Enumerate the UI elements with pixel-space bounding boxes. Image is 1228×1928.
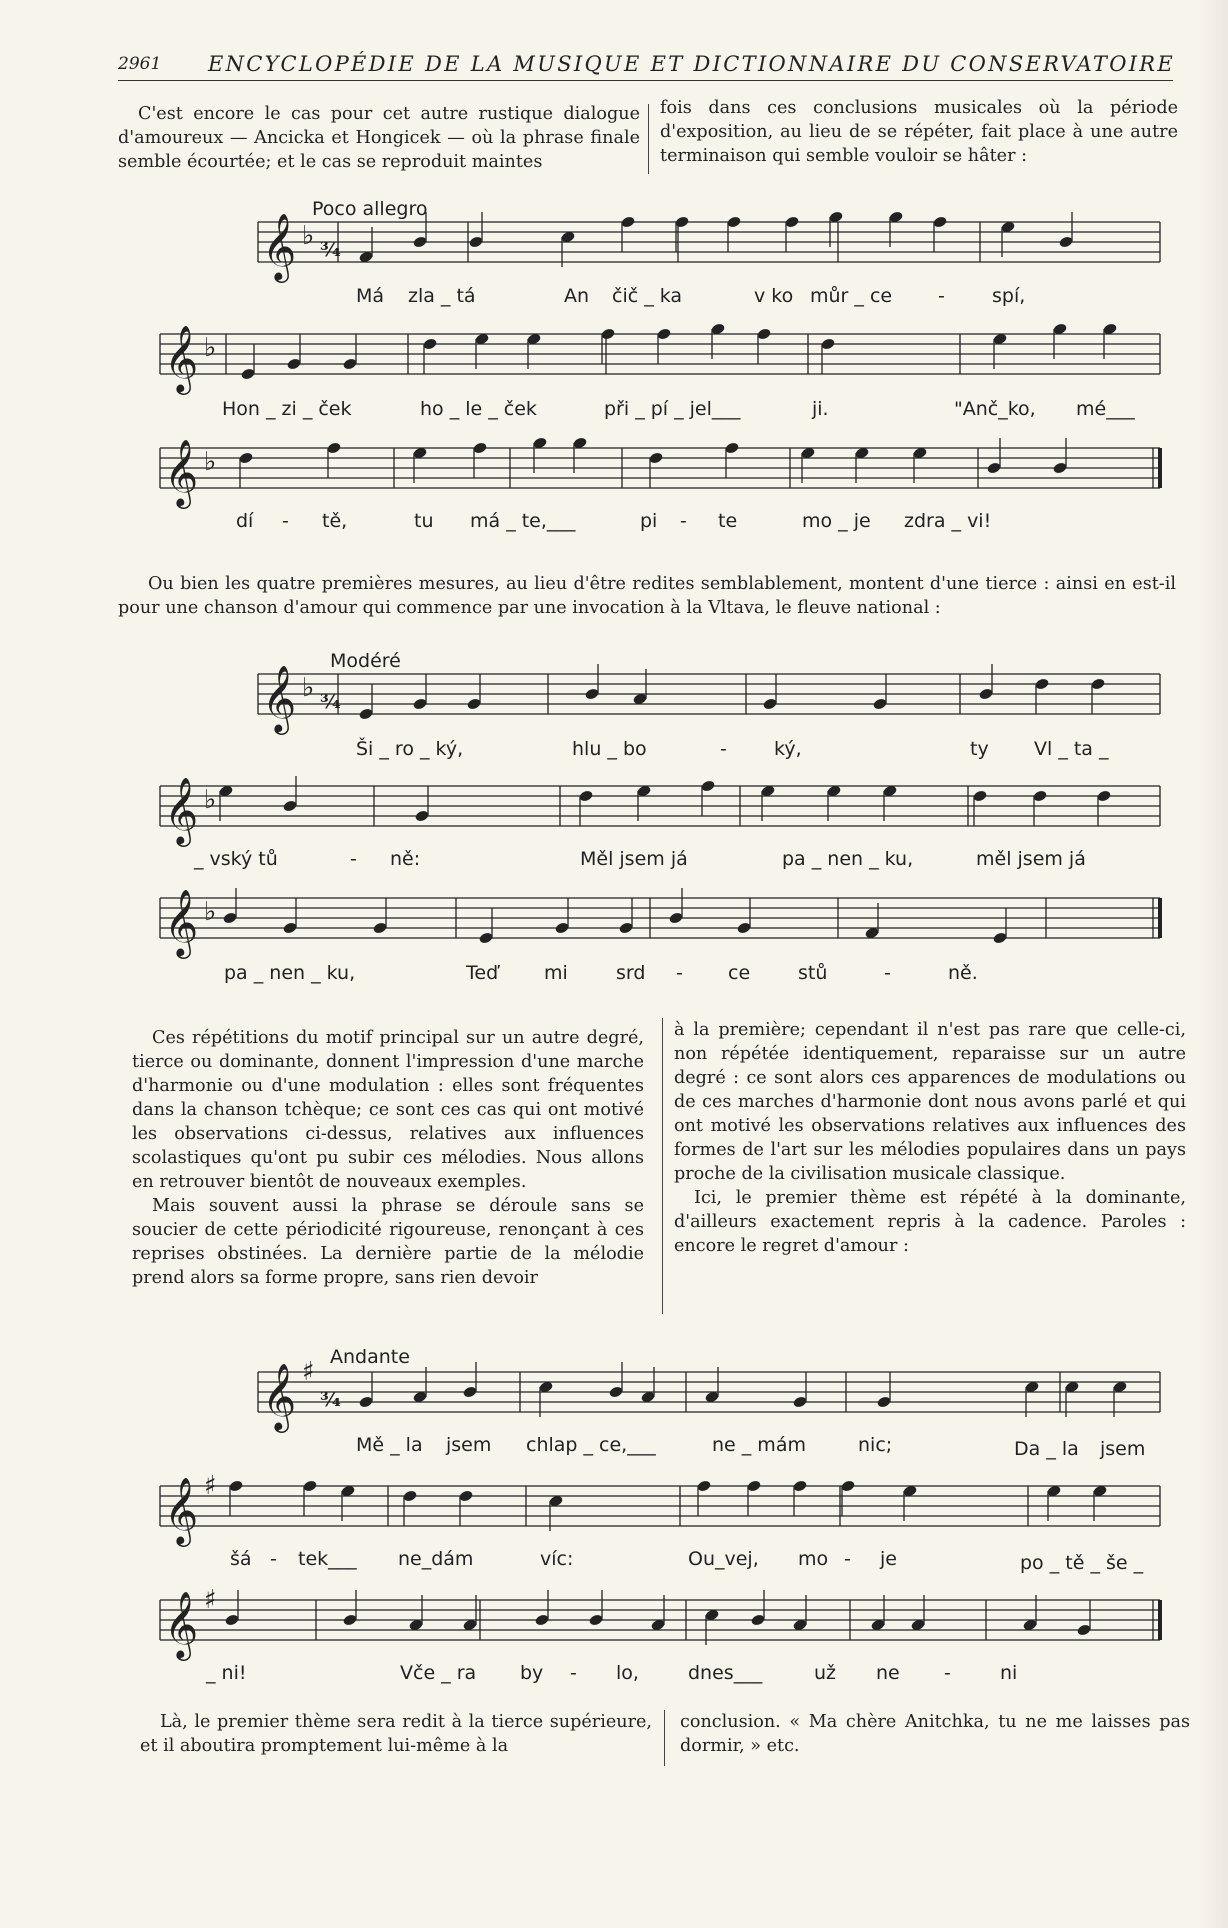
lyric-syllable: ce <box>728 962 751 984</box>
note-head <box>792 1618 807 1631</box>
note-head <box>1096 789 1111 802</box>
staff-system <box>160 436 1160 509</box>
note-head <box>600 327 615 340</box>
note-head <box>986 461 1001 474</box>
lyric-syllable: _ vský tů <box>194 848 278 870</box>
lyric-syllable: _ ni! <box>206 1662 247 1684</box>
tempo-marking-3: Andante <box>330 1346 410 1368</box>
staff-system <box>160 1471 1160 1547</box>
lyric-syllable: Da _ la <box>1014 1438 1079 1460</box>
lyric-syllable: - <box>570 1662 577 1684</box>
lyric-syllable: pa _ nen _ ku, <box>224 962 356 984</box>
note-head <box>1000 220 1015 233</box>
note-head <box>408 1618 423 1631</box>
note-head <box>992 931 1007 944</box>
note-head <box>792 1479 807 1492</box>
note-head <box>826 784 841 797</box>
note-head <box>1052 322 1067 335</box>
note-head <box>474 332 489 345</box>
note-head <box>820 337 835 350</box>
note-head <box>342 357 357 370</box>
time-signature-icon: ¾ <box>320 237 341 261</box>
lyric-syllable: dí <box>236 510 254 532</box>
note-head <box>326 441 341 454</box>
note-head <box>458 1489 473 1502</box>
lyric-syllable: "Anč_ko, <box>954 398 1036 420</box>
note-head <box>538 1380 553 1393</box>
staff-system <box>160 322 1160 395</box>
closing-right-text: conclusion. « Ma chère Anitchka, tu ne me laisses pas dormir, » etc. <box>680 1712 1190 1756</box>
lyric-syllable: Ou_vej, <box>688 1548 759 1570</box>
note-head <box>762 697 777 710</box>
sharp-key-signature-icon: ♯ <box>204 1585 217 1615</box>
note-head <box>402 1489 417 1502</box>
note-head <box>978 687 993 700</box>
lyric-syllable: zla _ tá <box>408 285 476 307</box>
lyric-syllable: Měl jsem já <box>580 848 688 870</box>
note-head <box>656 327 671 340</box>
lyric-syllable: mo <box>798 1548 829 1570</box>
note-head <box>876 1395 891 1408</box>
closing-right-column <box>680 1710 1190 1758</box>
note-head <box>704 1608 719 1621</box>
lyric-syllable: An <box>564 285 590 307</box>
note-head <box>358 250 373 263</box>
note-head <box>372 921 387 934</box>
note-head <box>1034 677 1049 690</box>
treble-clef-icon: 𝄞 <box>164 1590 199 1658</box>
note-head <box>462 1618 477 1631</box>
lyric-syllable: v ko <box>754 285 794 307</box>
flat-key-signature-icon: ♭ <box>204 333 217 363</box>
lyric-syllable: při _ pí _ jel___ <box>604 398 741 420</box>
intro-right-column <box>660 96 1178 168</box>
note-head <box>620 215 635 228</box>
lyric-syllable: Ši _ ro _ ký, <box>356 738 464 760</box>
lyric-syllable: už <box>814 1662 837 1684</box>
note-head <box>618 921 633 934</box>
note-head <box>240 367 255 380</box>
note-head <box>870 1618 885 1631</box>
note-head <box>548 1494 563 1507</box>
note-head <box>828 210 843 223</box>
flat-key-signature-icon: ♭ <box>204 785 217 815</box>
flat-key-signature-icon: ♭ <box>302 221 315 251</box>
note-head <box>412 1390 427 1403</box>
note-head <box>282 921 297 934</box>
note-head <box>648 451 663 464</box>
lyric-syllable: pa _ nen _ ku, <box>782 848 914 870</box>
lyric-syllable: má _ te,___ <box>470 510 576 532</box>
lyric-syllable: můr _ ce <box>810 285 893 307</box>
note-head <box>414 809 429 822</box>
lyric-syllable: mé___ <box>1076 398 1135 420</box>
lyric-syllable: tek___ <box>298 1548 357 1570</box>
lyric-syllable: Hon _ zi _ ček <box>222 398 352 420</box>
staff-system <box>160 888 1160 959</box>
page-edge-shadow <box>1198 0 1228 1928</box>
note-head <box>1076 1623 1091 1636</box>
treble-clef-icon: 𝄞 <box>262 1362 297 1430</box>
lyric-syllable: mo _ je <box>802 510 871 532</box>
column-rule <box>662 1018 663 1314</box>
note-head <box>228 1479 243 1492</box>
note-head <box>1032 789 1047 802</box>
lyric-syllable: čič _ ka <box>612 285 683 307</box>
note-head <box>1046 1484 1061 1497</box>
note-head <box>992 332 1007 345</box>
lyric-syllable: - <box>844 1548 851 1570</box>
lyric-syllable: - <box>270 1548 277 1570</box>
lyric-syllable: měl jsem já <box>976 848 1086 870</box>
note-head <box>882 784 897 797</box>
note-head <box>902 1484 917 1497</box>
lyric-syllable: zdra _ vi! <box>904 510 992 532</box>
lyric-syllable: Mě _ la <box>356 1434 423 1456</box>
lyric-syllable: tu <box>414 510 434 532</box>
middle-right-paragraph-1: à la première; cependant il n'est pas rare que celle-ci, non répétée identiquement, reparaisse sur un autre degré : ce sont alors ces apparences de modulations ou de ces marches d'harmonie dont nous avons parlé et qui ont motivé les observations relatives aux influences des formes de l'art sur les mélodies populaires dans un pays proche de la civilisation musicale classique. <box>674 1020 1186 1184</box>
note-head <box>932 215 947 228</box>
lyric-syllable: dnes___ <box>688 1662 763 1684</box>
note-head <box>636 784 651 797</box>
lyric-syllable: Teď <box>466 962 499 984</box>
staff-system <box>160 1585 1160 1661</box>
tempo-marking-2: Modéré <box>330 650 401 672</box>
lyric-syllable: Vče _ ra <box>400 1662 477 1684</box>
page-header <box>118 52 1176 81</box>
lyric-syllable: je <box>880 1548 897 1570</box>
note-head <box>736 921 751 934</box>
note-head <box>632 692 647 705</box>
lyric-syllable: - <box>938 285 945 307</box>
between-paragraph-1: Ou bien les quatre premières mesures, au lieu d'être redites semblablement, montent d'une tierce : ainsi en est-il pour une chanson d'amour qui commence par une invocation à la Vltava, le fleuve national : <box>118 574 1176 618</box>
lyric-syllable: - <box>282 510 289 532</box>
sharp-key-signature-icon: ♯ <box>302 1357 315 1387</box>
lyric-syllable: - <box>680 510 687 532</box>
note-head <box>854 446 869 459</box>
treble-clef-icon: 𝄞 <box>262 212 297 280</box>
note-head <box>784 215 799 228</box>
note-head <box>554 921 569 934</box>
lyric-syllable: ne <box>876 1662 900 1684</box>
note-head <box>578 789 593 802</box>
closing-left-text: Là, le premier thème sera redit à la tierce supérieure, et il aboutira promptement lui-même à la <box>140 1712 652 1756</box>
note-head <box>584 687 599 700</box>
note-head <box>560 230 575 243</box>
middle-left-paragraph-1: Ces répétitions du motif principal sur un autre degré, tierce ou dominante, donnent l'impression d'une marche d'harmonie ou d'une modulation : elles sont fréquentes dans la chanson tchèque; ce sont ces cas qui ont motivé les observations ci-dessus, relatives aux influences scolastiques qu'ont pu subir ces mélodies. Nous allons en retrouver bientôt de nouveaux exemples. <box>132 1028 644 1192</box>
lyric-syllable: mi <box>544 962 568 984</box>
note-head <box>800 446 815 459</box>
time-signature-icon: ¾ <box>320 1387 341 1411</box>
treble-clef-icon: 𝄞 <box>164 888 199 956</box>
note-head <box>282 799 297 812</box>
note-head <box>668 911 683 924</box>
note-head <box>422 337 437 350</box>
middle-right-column <box>674 1018 1186 1258</box>
tempo-marking-1: Poco allegro <box>312 198 428 220</box>
lyric-syllable: po _ tě _ še _ <box>1020 1552 1144 1574</box>
lyric-syllable: - <box>944 1662 951 1684</box>
treble-clef-icon: 𝄞 <box>164 1476 199 1544</box>
note-head <box>746 1479 761 1492</box>
lyric-syllable: nic; <box>858 1434 893 1456</box>
lyric-syllable: pi <box>640 510 658 532</box>
note-head <box>700 779 715 792</box>
lyric-syllable: ty <box>970 738 989 760</box>
note-head <box>358 707 373 720</box>
lyric-syllable: tě, <box>322 510 348 532</box>
lyric-syllable: stů <box>798 962 828 984</box>
lyric-syllable: chlap _ ce,___ <box>526 1434 656 1456</box>
note-head <box>1052 461 1067 474</box>
note-head <box>412 446 427 459</box>
intro-right-text: fois dans ces conclusions musicales où la période d'exposition, au lieu de se répéter, fait place à une autre terminaison qui semble vouloir se hâter : <box>660 98 1178 166</box>
lyric-syllable: víc: <box>540 1548 574 1570</box>
note-head <box>674 215 689 228</box>
intro-left-column <box>118 102 640 174</box>
lyric-syllable: spí, <box>992 285 1026 307</box>
note-head <box>1064 1380 1079 1393</box>
note-head <box>1112 1380 1127 1393</box>
note-head <box>724 441 739 454</box>
lyric-syllable: ne_dám <box>398 1548 474 1570</box>
note-head <box>756 327 771 340</box>
note-head <box>792 1395 807 1408</box>
note-head <box>572 436 587 449</box>
staff-system <box>258 1357 1160 1433</box>
middle-right-paragraph-2: Ici, le premier thème est répété à la dominante, d'ailleurs exactement repris à la cadence. Paroles : encore le regret d'amour : <box>674 1188 1186 1256</box>
note-head <box>910 1618 925 1631</box>
note-head <box>1090 677 1105 690</box>
lyric-syllable: lo, <box>616 1662 639 1684</box>
staff-system <box>160 776 1160 847</box>
note-head <box>726 215 741 228</box>
treble-clef-icon: 𝄞 <box>164 438 199 506</box>
note-head <box>750 1613 765 1626</box>
note-head <box>472 441 487 454</box>
note-head <box>238 451 253 464</box>
note-head <box>342 1613 357 1626</box>
note-head <box>340 1484 355 1497</box>
treble-clef-icon: 𝄞 <box>164 324 199 392</box>
flat-key-signature-icon: ♭ <box>204 897 217 927</box>
treble-clef-icon: 𝄞 <box>262 664 297 732</box>
lyric-syllable: ho _ le _ ček <box>420 398 537 420</box>
lyric-syllable: jsem <box>446 1434 492 1456</box>
note-head <box>526 332 541 345</box>
lyric-syllable: ji. <box>812 398 829 420</box>
note-head <box>466 697 481 710</box>
note-head <box>760 784 775 797</box>
note-head <box>218 784 233 797</box>
page-number: 2961 <box>118 54 162 74</box>
note-head <box>704 1390 719 1403</box>
time-signature-icon: ¾ <box>320 689 341 713</box>
lyric-syllable: Má <box>356 285 385 307</box>
note-head <box>840 1479 855 1492</box>
lyric-syllable: te <box>718 510 738 532</box>
note-head <box>532 436 547 449</box>
lyric-syllable: ně: <box>390 848 421 870</box>
sharp-key-signature-icon: ♯ <box>204 1471 217 1501</box>
note-head <box>358 1395 373 1408</box>
note-head <box>1102 322 1117 335</box>
lyric-syllable: jsem <box>1100 1438 1146 1460</box>
column-rule <box>664 1710 665 1766</box>
note-head <box>972 789 987 802</box>
staff-system <box>258 664 1160 735</box>
treble-clef-icon: 𝄞 <box>164 776 199 844</box>
middle-left-column <box>132 1026 644 1290</box>
note-head <box>912 446 927 459</box>
lyric-syllable: hlu _ bo <box>572 738 647 760</box>
intro-left-text: C'est encore le cas pour cet autre rustique dialogue d'amoureux — Ancicka et Hongicek — où la phrase finale semble écourtée; et le cas se reproduit maintes <box>118 104 640 172</box>
lyric-syllable: - <box>676 962 683 984</box>
lyric-syllable: by <box>520 1662 544 1684</box>
note-head <box>696 1479 711 1492</box>
lyric-syllable: ni <box>1000 1662 1018 1684</box>
note-head <box>1024 1380 1039 1393</box>
note-head <box>412 697 427 710</box>
middle-left-paragraph-2: Mais souvent aussi la phrase se déroule sans se soucier de cette périodicité rigoureuse, renonçant à ces reprises obstinées. La dernière partie de la mélodie prend alors sa forme propre, sans rien devoir <box>132 1196 644 1288</box>
running-head: ENCYCLOPÉDIE DE LA MUSIQUE ET DICTIONNAIRE DU CONSERVATOIRE <box>208 52 1176 76</box>
note-head <box>608 1385 623 1398</box>
note-head <box>412 235 427 248</box>
note-head <box>650 1618 665 1631</box>
closing-left-column <box>140 1710 652 1758</box>
lyric-syllable: - <box>720 738 727 760</box>
note-head <box>286 357 301 370</box>
note-head <box>302 1479 317 1492</box>
note-head <box>468 235 483 248</box>
note-head <box>1022 1618 1037 1631</box>
flat-key-signature-icon: ♭ <box>204 447 217 477</box>
note-head <box>710 322 725 335</box>
lyric-syllable: ký, <box>774 738 802 760</box>
note-head <box>222 911 237 924</box>
lyric-syllable: ne _ mám <box>712 1434 806 1456</box>
lyric-syllable: Vl _ ta _ <box>1034 738 1109 760</box>
note-head <box>588 1613 603 1626</box>
note-head <box>864 926 879 939</box>
staff-system <box>258 210 1160 283</box>
note-head <box>224 1613 239 1626</box>
note-head <box>872 697 887 710</box>
note-head <box>1058 235 1073 248</box>
lyric-syllable: - <box>884 962 891 984</box>
note-head <box>478 931 493 944</box>
note-head <box>534 1613 549 1626</box>
note-head <box>640 1390 655 1403</box>
note-head <box>1092 1484 1107 1497</box>
column-rule <box>648 104 649 174</box>
lyric-syllable: srd <box>616 962 646 984</box>
lyric-syllable: - <box>350 848 357 870</box>
flat-key-signature-icon: ♭ <box>302 673 315 703</box>
lyric-syllable: šá <box>230 1548 252 1570</box>
note-head <box>888 210 903 223</box>
lyric-syllable: ně. <box>948 962 978 984</box>
note-head <box>462 1385 477 1398</box>
